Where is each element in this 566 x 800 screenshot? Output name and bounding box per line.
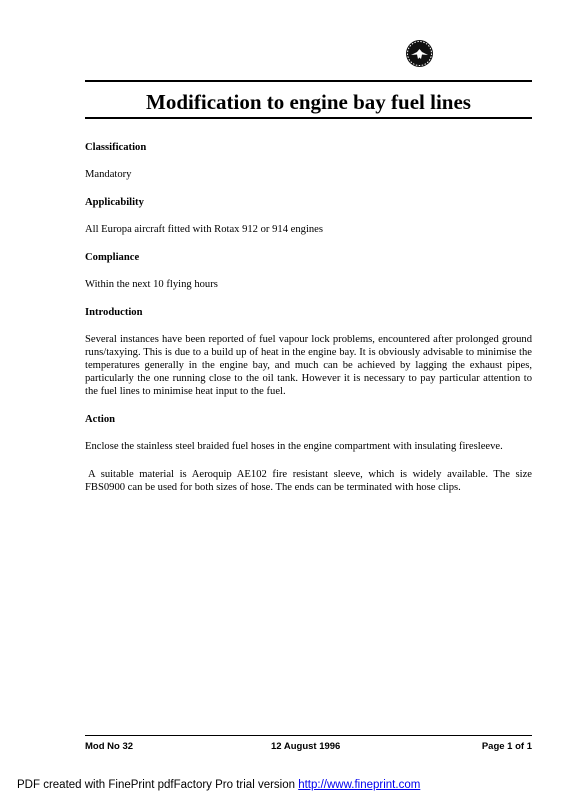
section-paragraph: A suitable material is Aeroquip AE102 fire resistant sleeve, which is widely available. The size FBS0900 can be used for both sizes of hose. The ends can be terminated with hose clips. [85, 469, 532, 493]
section-paragraph: Mandatory [85, 169, 132, 180]
section-action [85, 413, 532, 494]
page-title: Modification to engine bay fuel lines [146, 90, 471, 114]
section-paragraph: Several instances have been reported of fuel vapour lock problems, encountered after prolonged ground runs/taxying. This is due to a build up of heat in the engine bay. It is obviously advisable to minimise the temperatures generally in the engine bay, and much can be achieved by lagging the exhaust pipes, particularly the one running close to the oil tank. However it is necessary to pay particular attention to the fuel lines to minimise heat input to the fuel. [85, 334, 532, 397]
footer-page-number: Page 1 of 1 [481, 741, 532, 752]
company-logo [406, 40, 433, 67]
section-heading: Classification [85, 142, 147, 153]
section-heading: Introduction [85, 307, 143, 318]
section-paragraph: All Europa aircraft fitted with Rotax 912 or 914 engines [85, 224, 324, 235]
pdf-creator-text: PDF created with FinePrint pdfFactory Pro trial version [17, 779, 299, 791]
section-paragraph: Enclose the stainless steel braided fuel hoses in the engine compartment with insulating firesleeve. [85, 441, 503, 452]
fineprint-link[interactable]: http://www.fineprint.com [298, 779, 421, 791]
section-heading: Action [85, 414, 116, 425]
pdf-creator-note [17, 778, 420, 792]
document-body [85, 141, 532, 494]
footer-rule [85, 735, 532, 736]
section-paragraph: Within the next 10 flying hours [85, 279, 218, 290]
logo-emblem-icon [406, 40, 433, 67]
section-introduction [85, 306, 532, 413]
section-heading: Applicability [85, 197, 144, 208]
title-rule-bottom [85, 117, 532, 119]
section-compliance [85, 251, 532, 306]
section-applicability [85, 196, 532, 251]
section-heading: Compliance [85, 252, 140, 263]
section-classification [85, 141, 532, 196]
footer-mod-number: Mod No 32 [85, 741, 134, 752]
title-rule-top [85, 80, 532, 82]
footer-date: 12 August 1996 [271, 741, 341, 752]
